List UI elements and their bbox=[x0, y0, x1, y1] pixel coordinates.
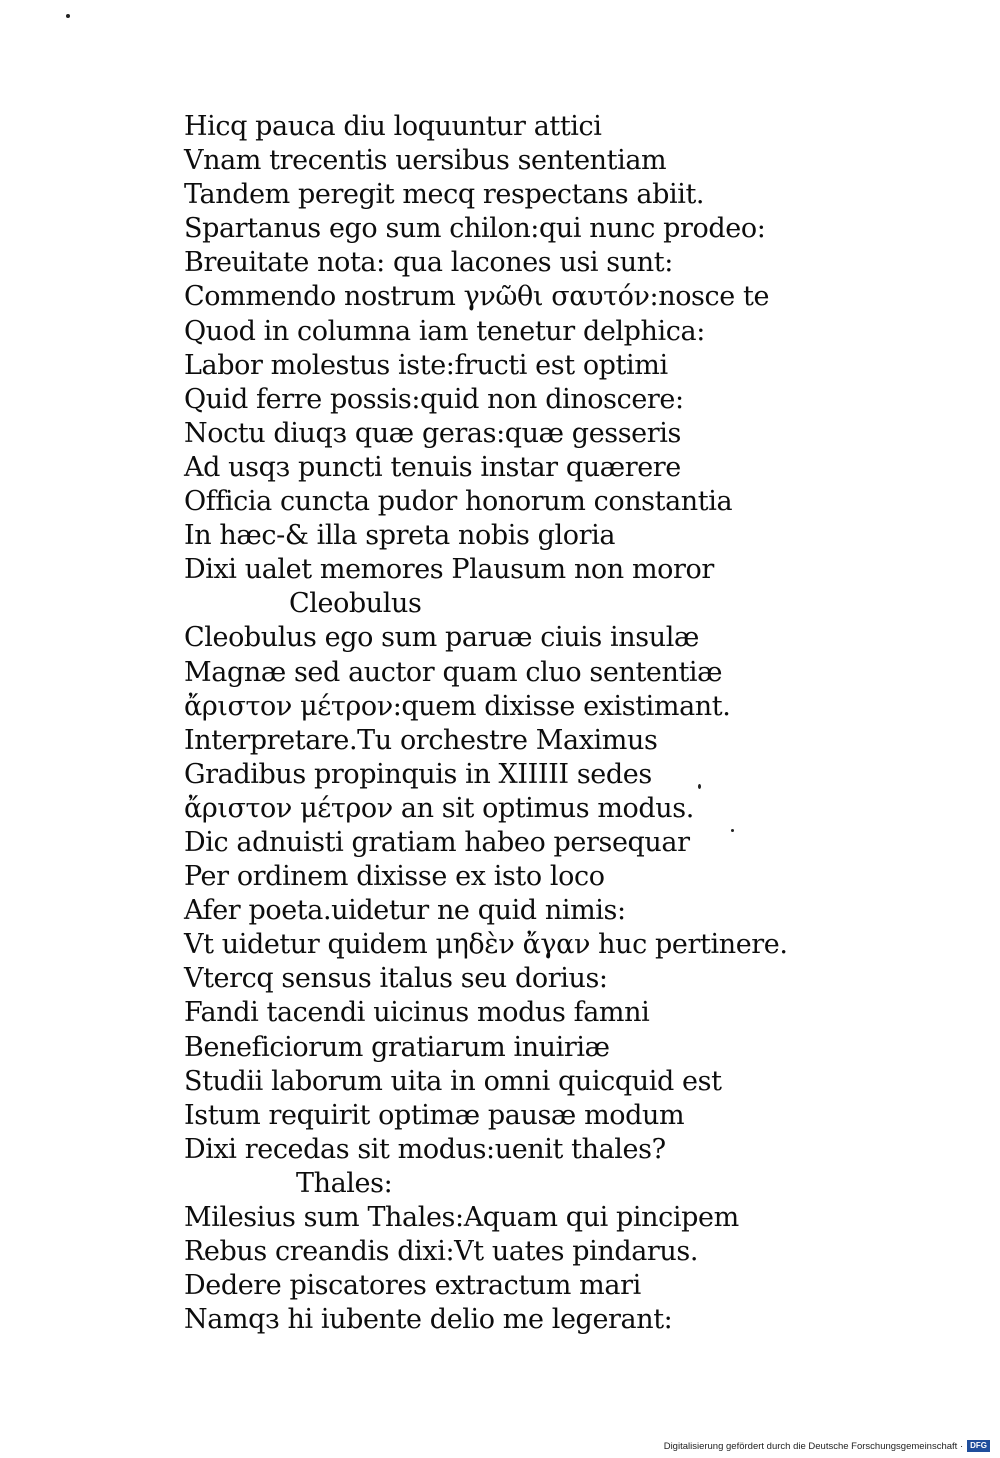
text-line: Istum requirit optimæ pausæ modum bbox=[184, 1099, 685, 1131]
text-line: Breuitate nota: qua lacones usi sunt: bbox=[184, 247, 673, 279]
text-line: Labor molestus iste:fructi est optimi bbox=[184, 349, 668, 381]
text-line: Vtercq sensus italus seu dorius: bbox=[184, 963, 608, 995]
text-line: Vt uidetur quidem μηδὲν ἄγαν huc pertinere. bbox=[184, 929, 788, 961]
text-line: Magnæ sed auctor quam cluo sententiæ bbox=[184, 656, 723, 688]
text-line: Officia cuncta pudor honorum constantia bbox=[184, 486, 733, 518]
text-line: Tandem peregit mecq respectans abiit. bbox=[184, 179, 705, 211]
scan-speck bbox=[66, 14, 70, 18]
text-line: Rebus creandis dixi:Vt uates pindarus. bbox=[184, 1236, 699, 1268]
text-line: Dixi recedas sit modus:uenit thales? bbox=[184, 1133, 666, 1165]
text-line: Gradibus propinquis in XIIIII sedes bbox=[184, 758, 652, 790]
text-line: Spartanus ego sum chilon:qui nunc prodeo: bbox=[184, 213, 766, 245]
poem-text bbox=[184, 110, 824, 1337]
dfg-logo-icon: DFG bbox=[967, 1440, 990, 1452]
speaker-heading-thales: Thales: bbox=[296, 1167, 393, 1199]
speaker-heading-cleobulus: Cleobulus bbox=[289, 588, 422, 620]
text-line: Quid ferre possis:quid non dinoscere: bbox=[184, 383, 684, 415]
text-line: Fandi tacendi uicinus modus famni bbox=[184, 997, 650, 1029]
text-line: Cleobulus ego sum paruæ ciuis insulæ bbox=[184, 622, 699, 654]
text-line: Quod in columna iam tenetur delphica: bbox=[184, 315, 705, 347]
text-line: Commendo nostrum γνῶθι σαυτόν:nosce te bbox=[184, 281, 770, 313]
text-line: Milesius sum Thales:Aquam qui pincipem bbox=[184, 1202, 739, 1233]
text-line: Afer poeta.uidetur ne quid nimis: bbox=[184, 895, 626, 927]
text-line: Interpretare.Tu orchestre Maximus bbox=[184, 724, 658, 756]
digitization-footer bbox=[664, 1440, 990, 1452]
funding-credit: Digitalisierung gefördert durch die Deutsche Forschungsgemeinschaft · bbox=[663, 1440, 964, 1452]
text-line: Dixi ualet memores Plausum non moror bbox=[184, 554, 714, 586]
text-line: Hicq pauca diu loquuntur attici bbox=[184, 111, 602, 142]
text-line: In hæc-& illa spreta nobis gloria bbox=[184, 520, 616, 552]
text-line: Studii laborum uita in omni quicquid est bbox=[184, 1065, 722, 1097]
text-line: Dedere piscatores extractum mari bbox=[184, 1270, 641, 1302]
text-line: Vnam trecentis uersibus sententiam bbox=[184, 145, 667, 177]
text-line: Namqз hi iubente delio me legerant: bbox=[184, 1304, 673, 1336]
text-line: Ad usqз puncti tenuis instar quærere bbox=[184, 451, 681, 483]
text-line: Beneficiorum gratiarum inuiriæ bbox=[184, 1031, 610, 1063]
text-line: Per ordinem dixisse ex isto loco bbox=[184, 861, 605, 893]
text-line: ἄριστον μέτρον an sit optimus modus. bbox=[184, 792, 694, 824]
text-line: Dic adnuisti gratiam habeo persequar bbox=[184, 826, 690, 858]
text-line: ἄριστον μέτρον:quem dixisse existimant. bbox=[184, 690, 731, 722]
text-line: Noctu diuqз quæ geras:quæ gesseris bbox=[184, 417, 681, 449]
